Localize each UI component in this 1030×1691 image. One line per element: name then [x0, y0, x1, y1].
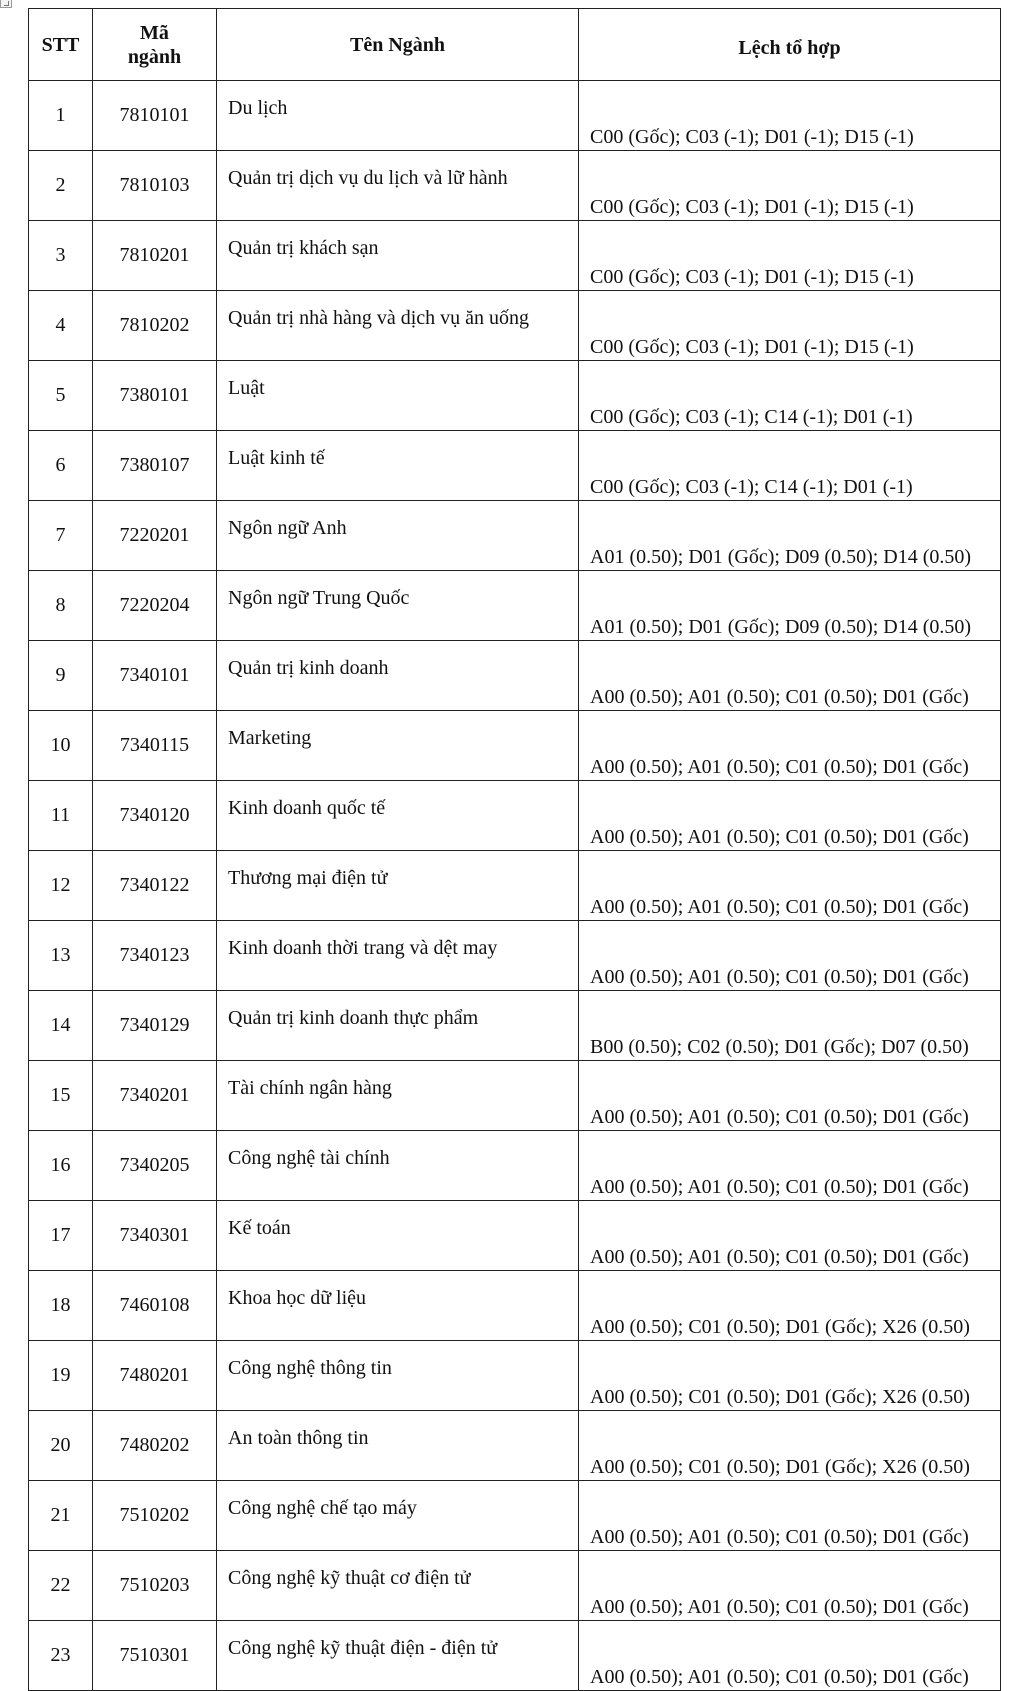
table-row [29, 571, 1001, 641]
row-stt-cell: 10 [29, 711, 93, 781]
header-name: Tên Ngành [217, 9, 579, 81]
row-combo-cell: A00 (0.50); C01 (0.50); D01 (Gốc); X26 (0.50) [579, 1411, 1001, 1481]
row-stt-cell: 23 [29, 1621, 93, 1691]
row-name-cell: Công nghệ kỹ thuật cơ điện tử [217, 1551, 579, 1621]
row-combo-cell: A00 (0.50); A01 (0.50); C01 (0.50); D01 (Gốc) [579, 1551, 1001, 1621]
row-combo-cell: A00 (0.50); A01 (0.50); C01 (0.50); D01 (Gốc) [579, 1131, 1001, 1201]
row-code-cell: 7810103 [93, 151, 217, 221]
row-code-cell: 7340205 [93, 1131, 217, 1201]
table-row [29, 291, 1001, 361]
row-code-cell: 7810201 [93, 221, 217, 291]
header-stt: STT [29, 9, 93, 81]
table-row [29, 1341, 1001, 1411]
row-combo-cell: C00 (Gốc); C03 (-1); D01 (-1); D15 (-1) [579, 81, 1001, 151]
row-stt-cell: 2 [29, 151, 93, 221]
row-stt-cell: 17 [29, 1201, 93, 1271]
table-row [29, 151, 1001, 221]
row-combo-cell: A00 (0.50); A01 (0.50); C01 (0.50); D01 (Gốc) [579, 1201, 1001, 1271]
row-name-cell: Khoa học dữ liệu [217, 1271, 579, 1341]
table-row [29, 81, 1001, 151]
row-name-cell: Du lịch [217, 81, 579, 151]
row-name-cell: Marketing [217, 711, 579, 781]
row-stt-cell: 12 [29, 851, 93, 921]
row-name-cell: Ngôn ngữ Trung Quốc [217, 571, 579, 641]
table-move-handle-icon[interactable] [0, 0, 12, 8]
row-code-cell: 7810202 [93, 291, 217, 361]
row-combo-cell: A00 (0.50); C01 (0.50); D01 (Gốc); X26 (0.50) [579, 1271, 1001, 1341]
row-code-cell: 7380107 [93, 431, 217, 501]
row-name-cell: Quản trị nhà hàng và dịch vụ ăn uống [217, 291, 579, 361]
table-row [29, 991, 1001, 1061]
row-name-cell: Ngôn ngữ Anh [217, 501, 579, 571]
row-name-cell: Quản trị kinh doanh [217, 641, 579, 711]
row-stt-cell: 19 [29, 1341, 93, 1411]
row-combo-cell: A00 (0.50); A01 (0.50); C01 (0.50); D01 (Gốc) [579, 641, 1001, 711]
table-row [29, 1621, 1001, 1691]
row-code-cell: 7340101 [93, 641, 217, 711]
row-combo-cell: C00 (Gốc); C03 (-1); D01 (-1); D15 (-1) [579, 221, 1001, 291]
table-header-row [29, 9, 1001, 81]
row-code-cell: 7340123 [93, 921, 217, 991]
row-stt-cell: 3 [29, 221, 93, 291]
header-combo: Lệch tổ hợp [579, 9, 1001, 81]
row-code-cell: 7340129 [93, 991, 217, 1061]
table-row [29, 501, 1001, 571]
table-row [29, 1481, 1001, 1551]
row-code-cell: 7340115 [93, 711, 217, 781]
row-combo-cell: A00 (0.50); C01 (0.50); D01 (Gốc); X26 (0.50) [579, 1341, 1001, 1411]
row-combo-cell: B00 (0.50); C02 (0.50); D01 (Gốc); D07 (0.50) [579, 991, 1001, 1061]
row-combo-cell: C00 (Gốc); C03 (-1); C14 (-1); D01 (-1) [579, 431, 1001, 501]
row-stt-cell: 5 [29, 361, 93, 431]
row-code-cell: 7810101 [93, 81, 217, 151]
row-name-cell: Kinh doanh quốc tế [217, 781, 579, 851]
row-combo-cell: A00 (0.50); A01 (0.50); C01 (0.50); D01 (Gốc) [579, 1481, 1001, 1551]
row-name-cell: Quản trị khách sạn [217, 221, 579, 291]
row-name-cell: Công nghệ chế tạo máy [217, 1481, 579, 1551]
row-code-cell: 7340122 [93, 851, 217, 921]
row-combo-cell: C00 (Gốc); C03 (-1); D01 (-1); D15 (-1) [579, 291, 1001, 361]
row-combo-cell: A00 (0.50); A01 (0.50); C01 (0.50); D01 (Gốc) [579, 1061, 1001, 1131]
table-row [29, 851, 1001, 921]
row-code-cell: 7480201 [93, 1341, 217, 1411]
row-stt-cell: 13 [29, 921, 93, 991]
table-row [29, 781, 1001, 851]
row-name-cell: Luật [217, 361, 579, 431]
row-code-cell: 7460108 [93, 1271, 217, 1341]
row-code-cell: 7220204 [93, 571, 217, 641]
header-code-line1: Mã [140, 21, 169, 44]
row-code-cell: 7340120 [93, 781, 217, 851]
row-stt-cell: 18 [29, 1271, 93, 1341]
row-combo-cell: A00 (0.50); A01 (0.50); C01 (0.50); D01 (Gốc) [579, 921, 1001, 991]
row-combo-cell: A00 (0.50); A01 (0.50); C01 (0.50); D01 (Gốc) [579, 851, 1001, 921]
row-code-cell: 7480202 [93, 1411, 217, 1481]
table-row [29, 361, 1001, 431]
row-code-cell: 7510301 [93, 1621, 217, 1691]
row-name-cell: Tài chính ngân hàng [217, 1061, 579, 1131]
row-code-cell: 7340201 [93, 1061, 217, 1131]
row-stt-cell: 4 [29, 291, 93, 361]
row-stt-cell: 11 [29, 781, 93, 851]
table-row [29, 921, 1001, 991]
row-code-cell: 7340301 [93, 1201, 217, 1271]
row-stt-cell: 20 [29, 1411, 93, 1481]
header-code [93, 9, 217, 81]
row-combo-cell: A01 (0.50); D01 (Gốc); D09 (0.50); D14 (0.50) [579, 501, 1001, 571]
table-row [29, 221, 1001, 291]
row-code-cell: 7510202 [93, 1481, 217, 1551]
row-combo-cell: A01 (0.50); D01 (Gốc); D09 (0.50); D14 (0.50) [579, 571, 1001, 641]
row-stt-cell: 9 [29, 641, 93, 711]
row-combo-cell: A00 (0.50); A01 (0.50); C01 (0.50); D01 (Gốc) [579, 781, 1001, 851]
row-stt-cell: 1 [29, 81, 93, 151]
row-combo-cell: C00 (Gốc); C03 (-1); D01 (-1); D15 (-1) [579, 151, 1001, 221]
table-row [29, 1061, 1001, 1131]
row-name-cell: Kế toán [217, 1201, 579, 1271]
row-combo-cell: A00 (0.50); A01 (0.50); C01 (0.50); D01 (Gốc) [579, 1621, 1001, 1691]
row-stt-cell: 16 [29, 1131, 93, 1201]
table-row [29, 1551, 1001, 1621]
row-name-cell: Kinh doanh thời trang và dệt may [217, 921, 579, 991]
row-stt-cell: 14 [29, 991, 93, 1061]
row-stt-cell: 6 [29, 431, 93, 501]
row-code-cell: 7510203 [93, 1551, 217, 1621]
row-stt-cell: 21 [29, 1481, 93, 1551]
row-name-cell: Công nghệ thông tin [217, 1341, 579, 1411]
header-code-line2: ngành [127, 45, 182, 68]
row-name-cell: Quản trị kinh doanh thực phẩm [217, 991, 579, 1061]
row-stt-cell: 15 [29, 1061, 93, 1131]
table-row [29, 431, 1001, 501]
row-code-cell: 7220201 [93, 501, 217, 571]
table-row [29, 1271, 1001, 1341]
row-name-cell: An toàn thông tin [217, 1411, 579, 1481]
table-row [29, 1201, 1001, 1271]
table-row [29, 641, 1001, 711]
row-combo-cell: A00 (0.50); A01 (0.50); C01 (0.50); D01 (Gốc) [579, 711, 1001, 781]
row-combo-cell: C00 (Gốc); C03 (-1); C14 (-1); D01 (-1) [579, 361, 1001, 431]
row-name-cell: Thương mại điện tử [217, 851, 579, 921]
row-stt-cell: 22 [29, 1551, 93, 1621]
row-name-cell: Luật kinh tế [217, 431, 579, 501]
table-row [29, 711, 1001, 781]
table-row [29, 1411, 1001, 1481]
row-code-cell: 7380101 [93, 361, 217, 431]
row-name-cell: Quản trị dịch vụ du lịch và lữ hành [217, 151, 579, 221]
row-name-cell: Công nghệ tài chính [217, 1131, 579, 1201]
table-row [29, 1131, 1001, 1201]
row-name-cell: Công nghệ kỹ thuật điện - điện tử [217, 1621, 579, 1691]
row-stt-cell: 7 [29, 501, 93, 571]
row-stt-cell: 8 [29, 571, 93, 641]
majors-table [28, 8, 1001, 1691]
